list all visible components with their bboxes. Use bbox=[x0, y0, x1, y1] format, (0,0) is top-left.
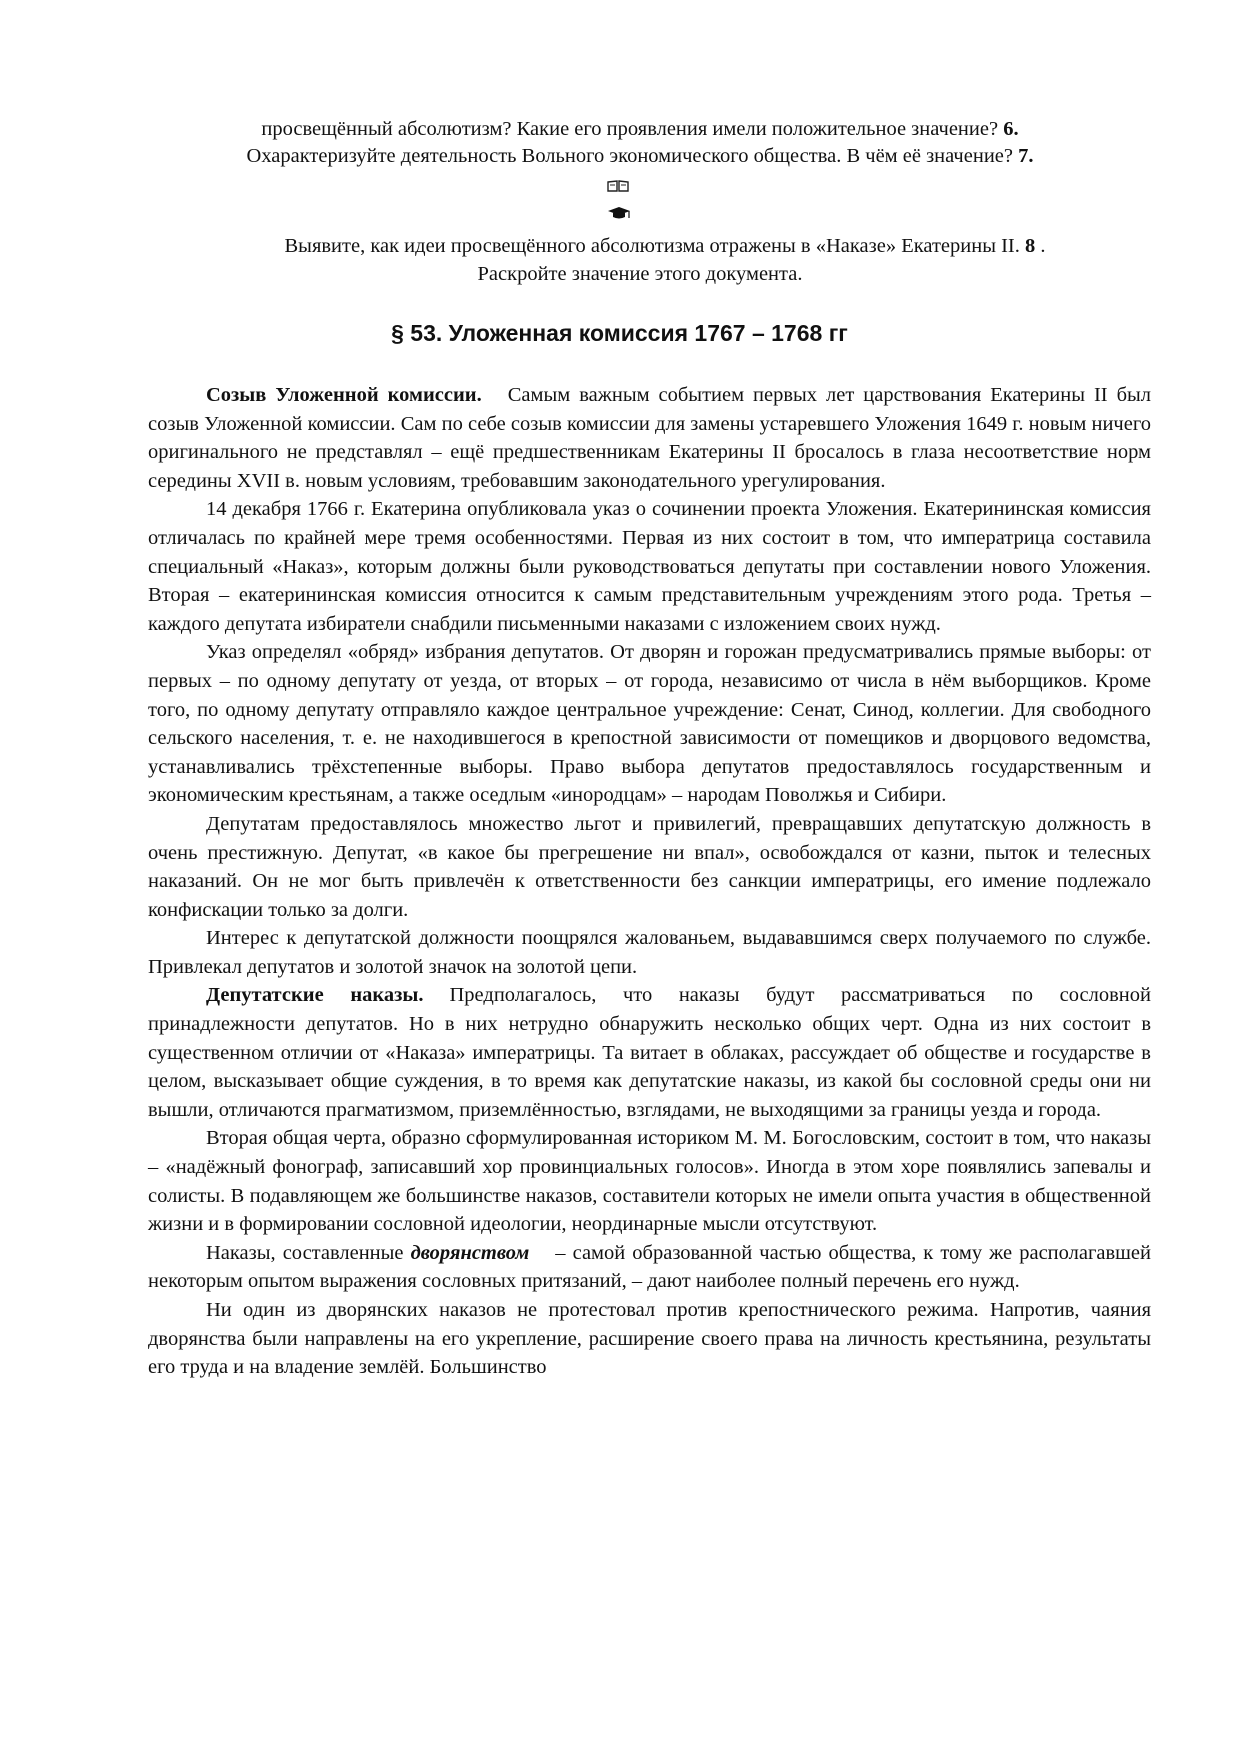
question-line-3 bbox=[190, 233, 1140, 260]
question-line-4 bbox=[150, 261, 1130, 288]
paragraph: Указ определял «обряд» избрания депутатов. От дворян и горожан предусматривались прямые выборы: от первых – по одному депутату от уезда, от вторых – от города, независимо от числа в нём выборщиков. Кроме того, по одному депутату отправляло каждое центральное учреждение: Сенат, Синод, коллегии. Для свободного сельского населения, т. е. не находившегося в крепостной зависимости от помещиков и дворцового ведомства, устанавливались трёхстепенные выборы. Право выбора депутатов предоставлялось государственным и экономическим крестьянам, а также оседлым «инородцам» – народам Поволжья и Сибири. bbox=[148, 641, 1151, 807]
question-number: 6. bbox=[1003, 118, 1019, 140]
question-text: Выявите, как идеи просвещённого абсолютизма отражены в «Наказе» Екатерины II. bbox=[284, 235, 1020, 257]
section-title: § 53. Уложенная комиссия 1767 – 1768 гг bbox=[391, 320, 848, 346]
paragraph bbox=[148, 381, 1151, 495]
paragraph-text: Предполагалось, что наказы будут рассматриваться по сословной принадлежности депутатов. Но в них нетрудно обнаружить несколько общих черт. Одна из них состоит в существенном отличии от «Наказа» императрицы. Та витает в облаках, рассуждает об обществе и государстве в целом, высказывает общие суждения, в то время как депутатские наказы, из какой бы сословной среды они ни вышли, отличаются прагматизмом, приземлённостью, взглядами, не выходящими за границы уезда и города. bbox=[148, 984, 1151, 1121]
question-number: 7. bbox=[1018, 145, 1034, 167]
graduation-cap-icon bbox=[607, 206, 631, 225]
paragraph bbox=[148, 1239, 1151, 1296]
paragraph: Ни один из дворянских наказов не протестовал против крепостнического режима. Напротив, чаяния дворянства были направлены на его укрепление, расширение своего права на личность крестьянина, результаты его труда и на владение землёй. Большинство bbox=[148, 1299, 1151, 1379]
paragraph: Депутатам предоставлялось множество льгот и привилегий, превращавших депутатскую должность в очень престижную. Депутат, «в какое бы прегрешение ни впал», освобождался от казни, пыток и телесных наказаний. Он не мог быть привлечён к ответственности без санкции императрицы, его имение подлежало конфискации только за долги. bbox=[148, 812, 1151, 921]
section-body bbox=[148, 381, 1151, 1382]
question-text: просвещённый абсолютизм? Какие его проявления имели положительное значение? bbox=[261, 118, 999, 140]
paragraph bbox=[148, 981, 1151, 1124]
question-punct: . bbox=[1040, 235, 1046, 257]
paragraph-text: – самой образованной частью общества, к тому же располагавшей некоторым опытом выражения сословных притязаний, – дают наиболее полный перечень его нужд. bbox=[148, 1241, 1151, 1293]
paragraph-text: Самым важным событием первых лет царствования Екатерины II был созыв Уложенной комиссии. Сам по себе созыв комиссии для замены устаревшего Уложения 1649 г. новым ничего оригинального не представлял – ещё предшественникам Екатерины II бросалось в глаза несоответствие норм середины XVII в. новым условиям, требовавшим законодательного урегулирования. bbox=[148, 384, 1152, 492]
paragraph: Вторая общая черта, образно сформулированная историком М. М. Богословским, состоит в том, что наказы – «надёжный фонограф, записавший хор провинциальных голосов». Иногда в этом хоре появлялись запевалы и солисты. В подавляющем же большинстве наказов, составители которых не имели опыта участия в общественной жизни и в формировании сословной идеологии, неординарные мысли отсутствуют. bbox=[148, 1127, 1151, 1236]
book-icon bbox=[607, 180, 629, 196]
question-text: Раскройте значение этого документа. bbox=[477, 263, 803, 285]
question-line-2 bbox=[150, 143, 1130, 170]
paragraph-heading: Депутатские наказы. bbox=[206, 984, 424, 1007]
paragraph-heading: Созыв Уложенной комиссии. bbox=[206, 384, 482, 406]
paragraph: 14 декабря 1766 г. Екатерина опубликовала указ о сочинении проекта Уложения. Екатерининская комиссия отличалась по крайней мере тремя особенностями. Первая из них состоит в том, что императрица составила специальный «Наказ», которым должны были руководствоваться депутаты при составлении нового Уложения. Вторая – екатерининская комиссия относится к самым представительным учреждениям этого рода. Третья – каждого депутата избиратели снабдили письменными наказами с изложением своих нужд. bbox=[148, 498, 1151, 635]
question-number: 8 bbox=[1025, 235, 1036, 257]
paragraph-text: Наказы, составленные bbox=[206, 1241, 404, 1264]
emphasis: дворянством bbox=[410, 1241, 530, 1264]
paragraph: Интерес к депутатской должности поощрялся жалованьем, выдававшимся сверх получаемого по службе. Привлекал депутатов и золотой значок на золотой цепи. bbox=[148, 927, 1151, 978]
question-line-1 bbox=[150, 116, 1130, 143]
question-text: Охарактеризуйте деятельность Вольного экономического общества. В чём её значение? bbox=[246, 145, 1013, 167]
